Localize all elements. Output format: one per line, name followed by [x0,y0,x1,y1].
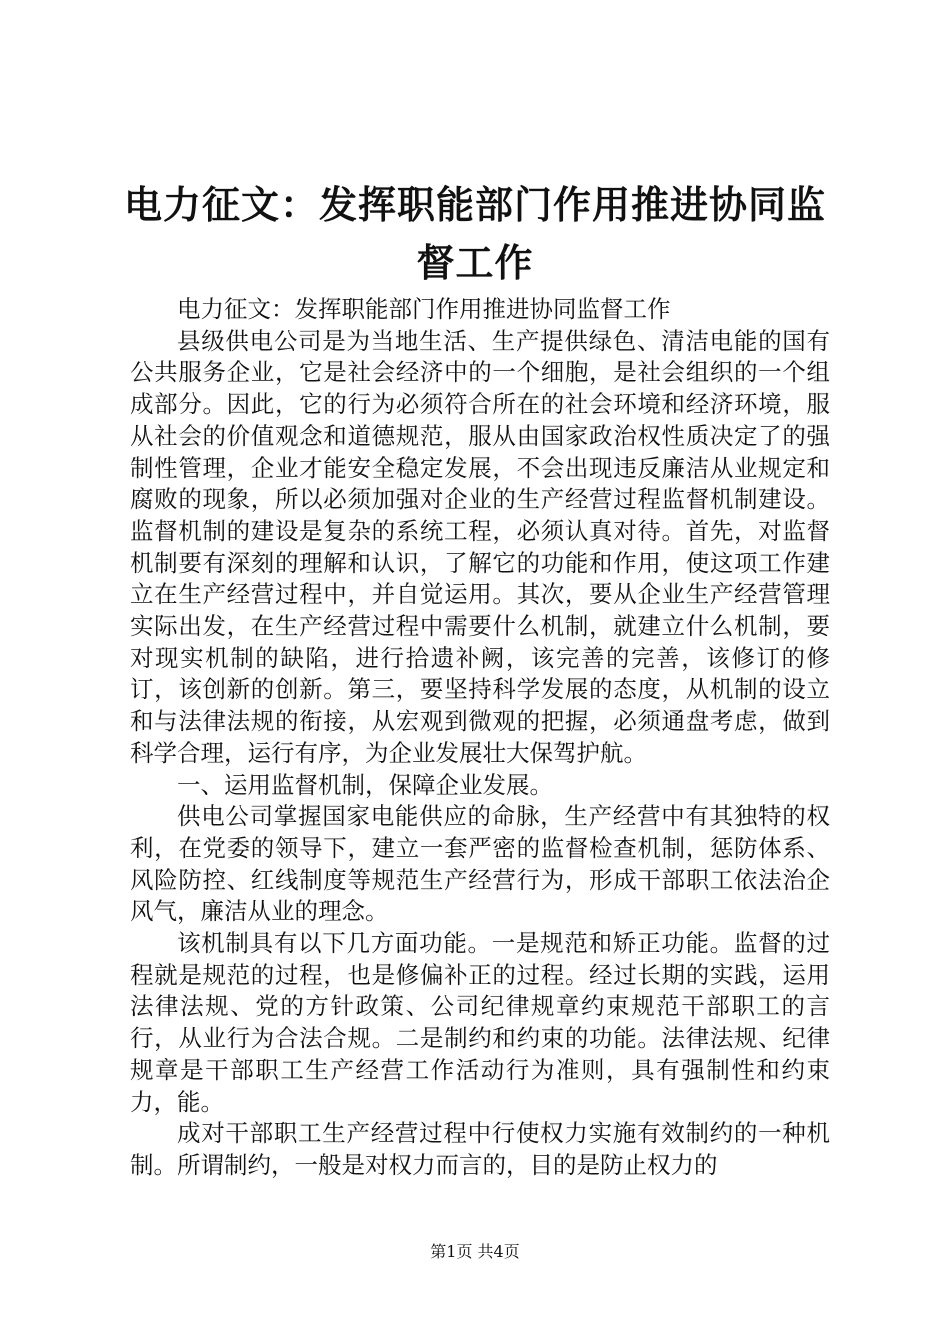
page-footer: 第1页 共4页 [430,1242,520,1261]
paragraph-mechanism-functions: 该机制具有以下几方面功能。一是规范和矫正功能。监督的过程就是规范的过程，也是修偏补正的过程。经过长期的实践，运用法律法规、党的方针政策、公司纪律规章约束规范干部职工的言行，从业行为合法合规。二是制约和约束的功能。法律法规、纪律规章是干部职工生产经营工作活动行为准则，具有强制性和约束力，能。 [130,929,830,1116]
paragraph-restriction: 成对干部职工生产经营过程中行使权力实施有效制约的一种机制。所谓制约，一般是对权力而言的，目的是防止权力的 [130,1119,830,1179]
paragraph-supply-company: 供电公司掌握国家电能供应的命脉，生产经营中有其独特的权利，在党委的领导下，建立一套严密的监督检查机制，惩防体系、风险防控、红线制度等规范生产经营行为，形成干部职工依法治企风气，廉洁从业的理念。 [130,802,830,926]
paragraph-subtitle: 电力征文：发挥职能部门作用推进协同监督工作 [177,295,671,323]
document-title: 电力征文：发挥职能部门作用推进协同监督工作 [123,183,826,285]
paragraph-intro: 县级供电公司是为当地生活、生产提供绿色、清洁电能的国有公共服务企业，它是社会经济中的一个细胞，是社会组织的一个组成部分。因此，它的行为必须符合所在的社会环境和经济环境，服从社会的价值观念和道德规范，服从由国家政治权性质决定了的强制性管理，企业才能安全稳定发展，不会出现违反廉洁从业规定和腐败的现象，所以必须加强对企业的生产经营过程监督机制建设。监督机制的建设是复杂的系统工程，必须认真对待。首先，对监督机制要有深刻的理解和认识，了解它的功能和作用，使这项工作建立在生产经营过程中，并自觉运用。其次，要从企业生产经营管理实际出发，在生产经营过程中需要什么机制，就建立什么机制，要对现实机制的缺陷，进行拾遗补阙，该完善的完善，该修订的修订，该创新的创新。第三，要坚持科学发展的态度，从机制的设立和与法律法规的衔接，从宏观到微观的把握，必须通盘考虑，做到科学合理，运行有序，为企业发展壮大保驾护航。 [130,326,830,767]
document-body [130,294,830,1182]
section-heading-1: 一、运用监督机制，保障企业发展。 [177,770,553,799]
